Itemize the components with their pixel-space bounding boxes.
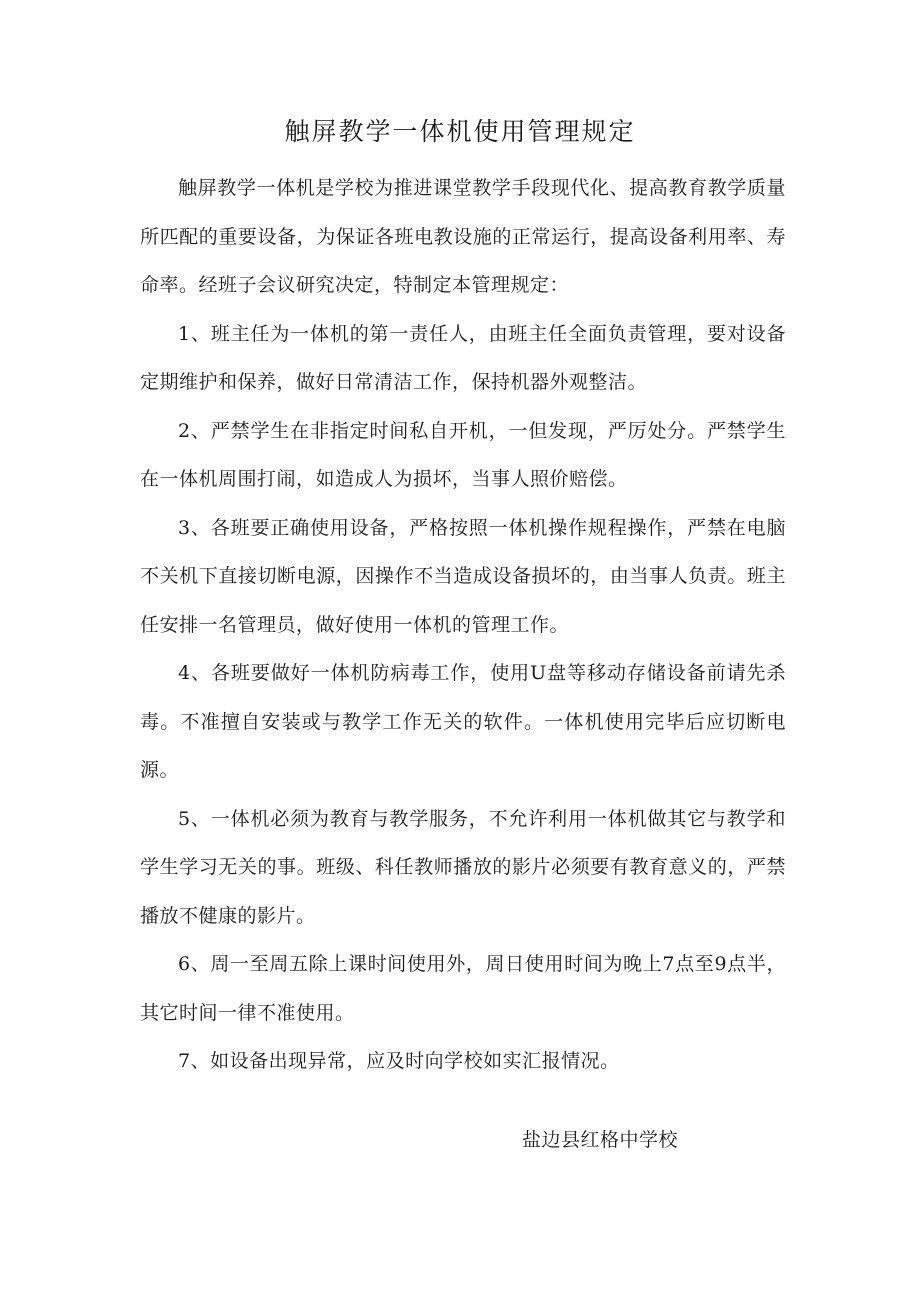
rule-paragraph-3: 3、各班要正确使用设备，严格按照一体机操作规程操作，严禁在电脑不关机下直接切断电源，因操作不当造成设备损坏的，由当事人负责。班主任安排一名管理员，做好使用一体机的管理工作。: [140, 516, 786, 636]
signature: 盐边县红格中学校: [522, 1129, 679, 1151]
rule-paragraph-6: 6、周一至周五除上课时间使用外，周日使用时间为晚上7点至9点半，其它时间一律不准使用。: [140, 953, 786, 1024]
rule-paragraph-4: 4、各班要做好一体机防病毒工作，使用U盘等移动存储设备前请先杀毒。不准擅自安装或与教学工作无关的软件。一体机使用完毕后应切断电源。: [140, 662, 786, 781]
rule-paragraph-2: 2、严禁学生在非指定时间私自开机，一但发现，严厉处分。严禁学生在一体机周围打闹，如造成人为损坏，当事人照价赔偿。: [140, 419, 786, 490]
rule-paragraph-7: 7、如设备出现异常，应及时向学校如实汇报情况。: [178, 1050, 620, 1072]
rule-paragraph-5: 5、一体机必须为教育与教学服务，不允许利用一体机做其它与教学和学生学习无关的事。班级、科任教师播放的影片必须要有教育意义的，严禁播放不健康的影片。: [140, 807, 786, 927]
intro-paragraph: 触屏教学一体机是学校为推进课堂教学手段现代化、提高教育教学质量所匹配的重要设备，为保证各班电教设施的正常运行，提高设备利用率、寿命率。经班子会议研究决定，特制定本管理规定：: [140, 177, 786, 296]
document-body: [140, 164, 786, 1086]
document-title: 触屏教学一体机使用管理规定: [284, 117, 636, 146]
rule-paragraph-1: 1、班主任为一体机的第一责任人，由班主任全面负责管理，要对设备定期维护和保养，做好日常清洁工作，保持机器外观整洁。: [140, 322, 786, 393]
